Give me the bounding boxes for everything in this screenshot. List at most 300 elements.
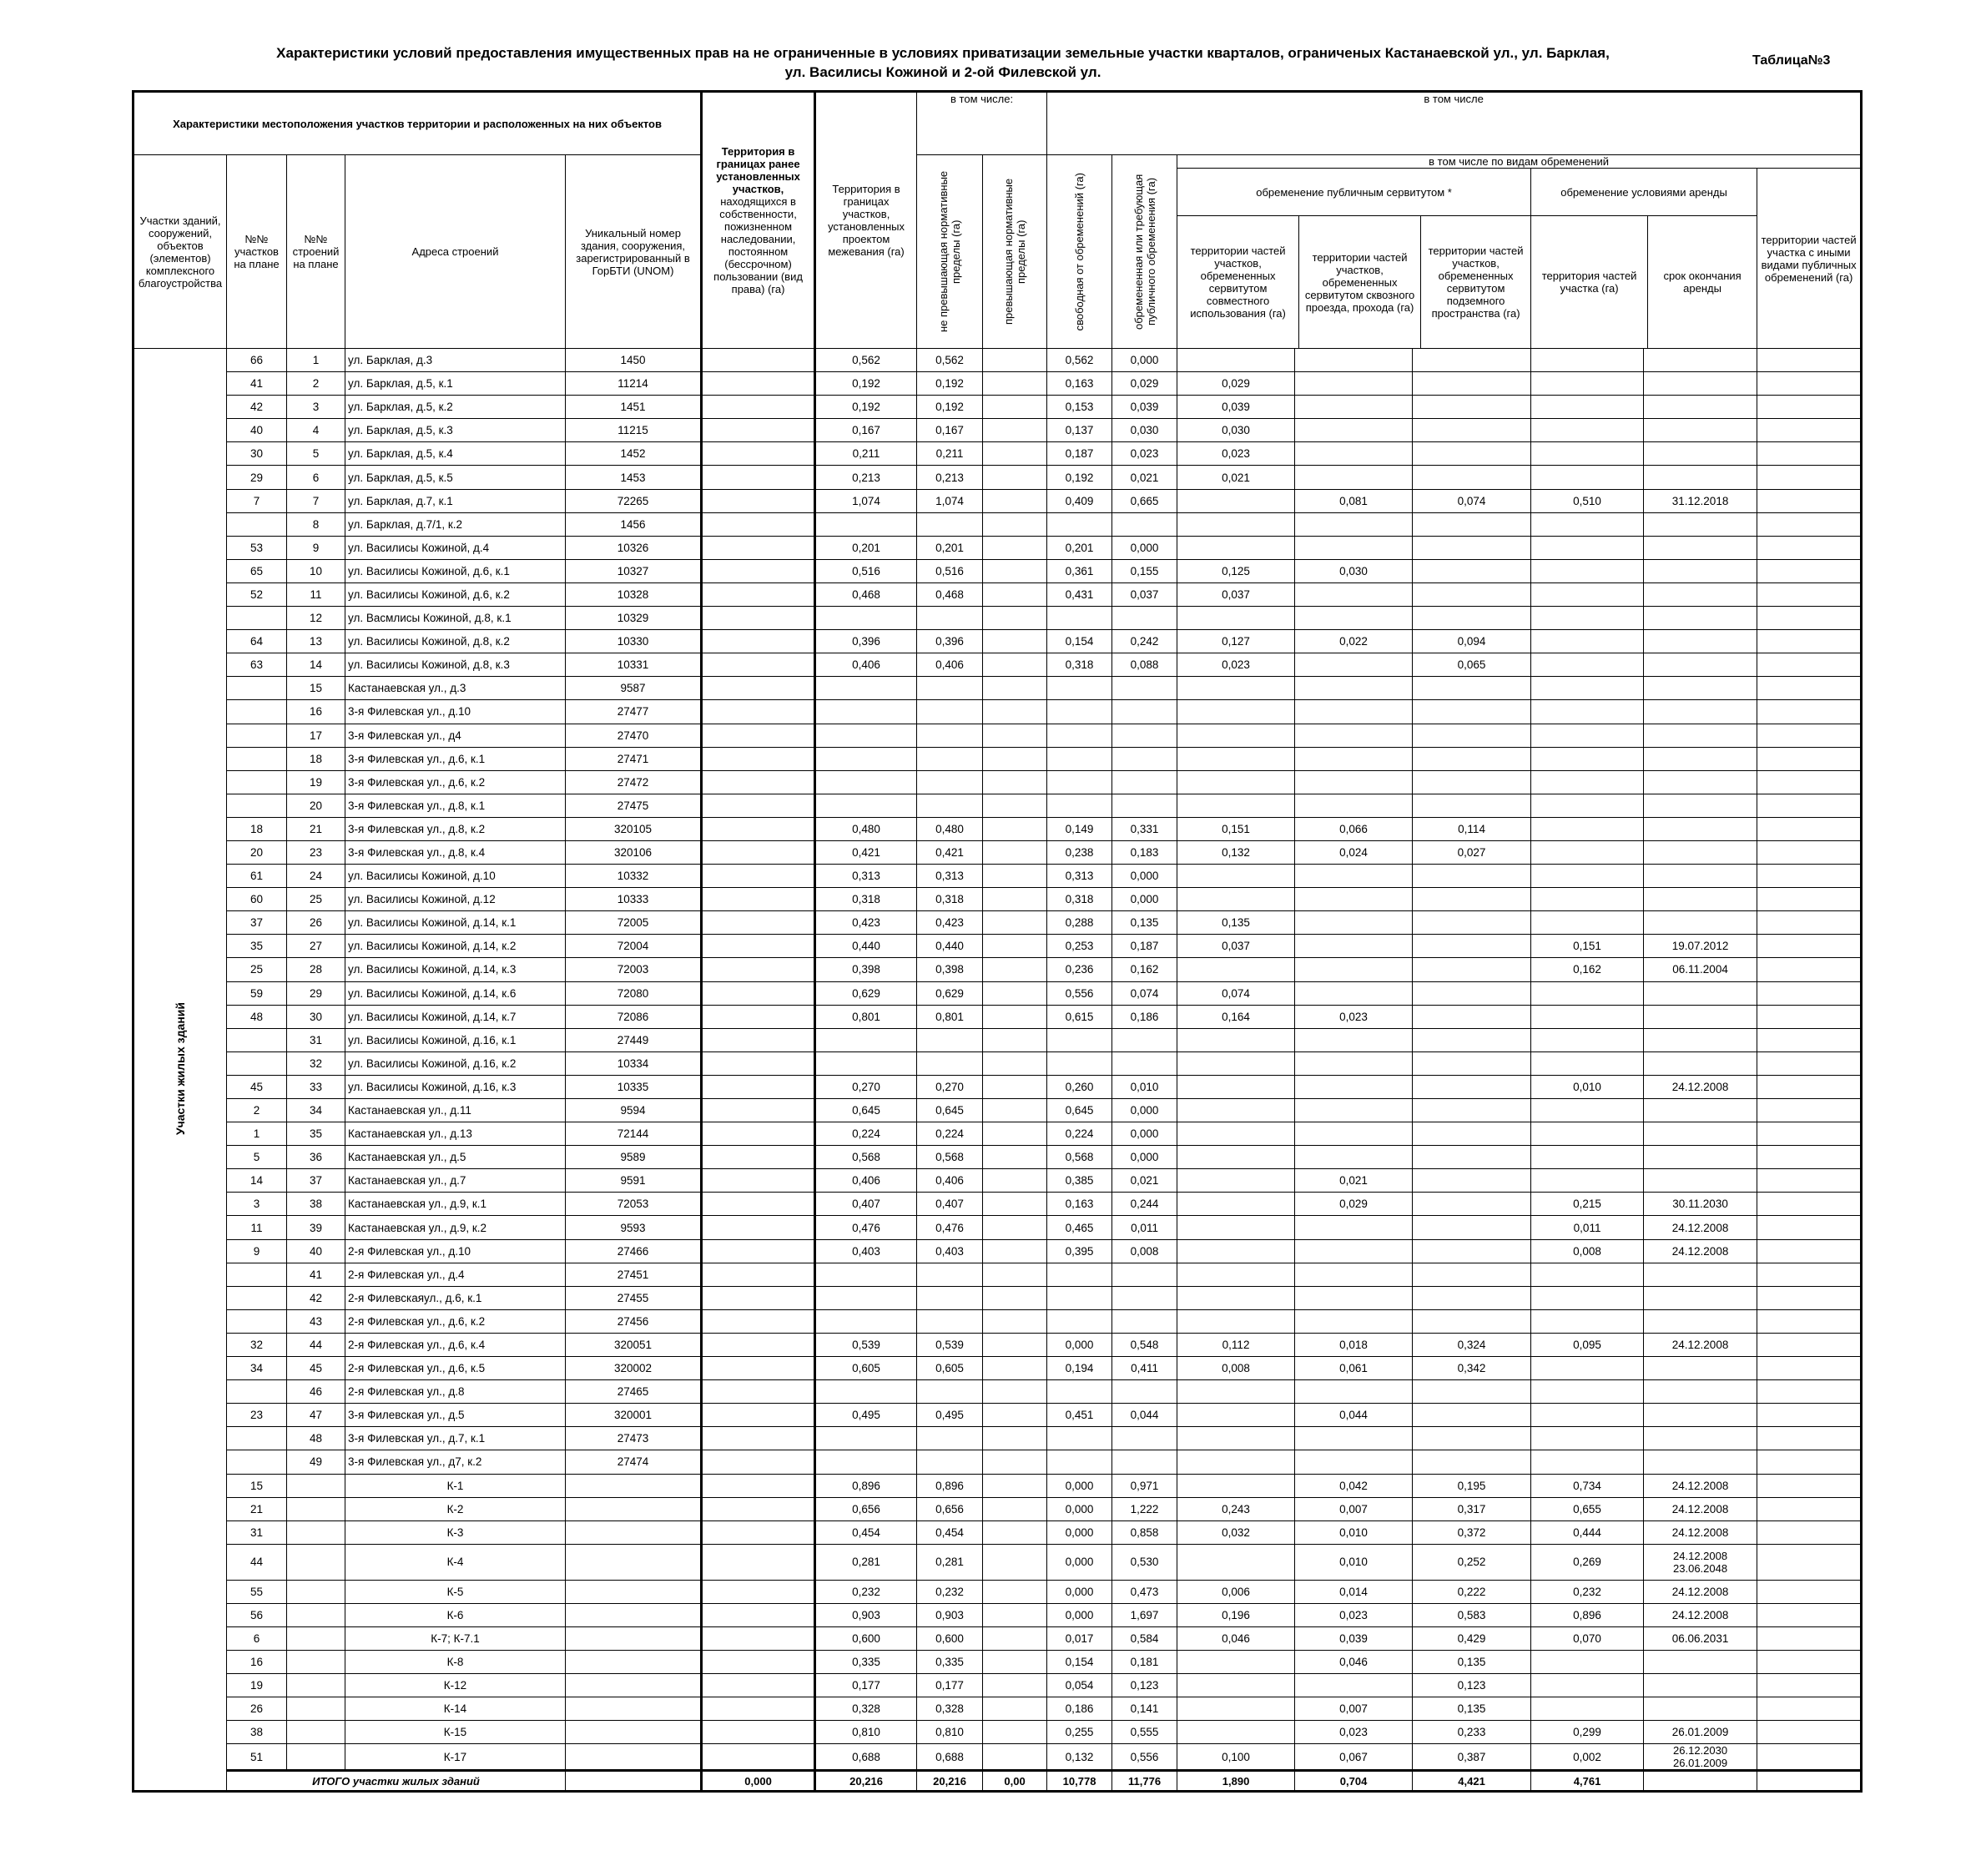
cell-not-exceed: 0,192 [917, 396, 983, 419]
cell-prior-area [702, 630, 815, 653]
cell-other [1757, 1146, 1862, 1169]
cell-unom [566, 1497, 702, 1520]
cell-serv-joint: 0,021 [1177, 466, 1295, 489]
cell-serv-joint [1177, 1051, 1295, 1075]
cell-prior-area [702, 1028, 815, 1051]
cell-lease-area [1531, 1051, 1644, 1075]
cell-building-no: 2 [287, 372, 345, 396]
cell-serv-pass: 0,039 [1295, 1626, 1413, 1650]
cell-free: 0,000 [1047, 1544, 1112, 1580]
cell-survey-area: 0,421 [815, 840, 917, 864]
cell-lease-end [1644, 865, 1757, 888]
cell-prior-area [702, 817, 815, 840]
cell-address: К-12 [345, 1674, 566, 1697]
cell-address: Кастанаевская ул., д.9, к.1 [345, 1193, 566, 1216]
table-row [134, 630, 1862, 653]
cell-survey-area: 0,810 [815, 1721, 917, 1744]
cell-free: 0,132 [1047, 1744, 1112, 1771]
cell-encumbered: 0,186 [1112, 1005, 1177, 1028]
cell-free: 0,288 [1047, 911, 1112, 935]
cell-building-no: 46 [287, 1380, 345, 1404]
cell-other [1757, 1239, 1862, 1263]
cell-building-no: 45 [287, 1357, 345, 1380]
cell-serv-joint [1177, 700, 1295, 724]
cell-exceed [983, 888, 1047, 911]
cell-plot-no: 32 [227, 1333, 287, 1356]
table-row [134, 794, 1862, 817]
cell-survey-area: 0,201 [815, 536, 917, 559]
cell-other [1757, 607, 1862, 630]
table-row [134, 489, 1862, 512]
cell-exceed [983, 442, 1047, 466]
cell-encumbered: 0,000 [1112, 349, 1177, 372]
cell-not-exceed: 0,328 [917, 1697, 983, 1721]
cell-serv-under [1413, 1146, 1531, 1169]
cell-lease-area [1531, 536, 1644, 559]
cell-survey-area [815, 607, 917, 630]
cell-lease-area [1531, 1674, 1644, 1697]
cell-serv-joint: 0,135 [1177, 911, 1295, 935]
table-row [134, 536, 1862, 559]
cell-prior-area [702, 1450, 815, 1474]
header-serv-joint: территории частей участков, обремененных сервитутом совместного использования (га) [1177, 216, 1299, 348]
cell-survey-area [815, 1051, 917, 1075]
cell-serv-pass: 0,023 [1295, 1721, 1413, 1744]
cell-survey-area: 0,313 [815, 865, 917, 888]
cell-address: К-1 [345, 1474, 566, 1497]
cell-serv-joint: 0,006 [1177, 1580, 1295, 1603]
header-group-lease [1531, 169, 1757, 349]
cell-serv-pass: 0,081 [1295, 489, 1413, 512]
cell-serv-under [1413, 1051, 1531, 1075]
cell-serv-under: 0,583 [1413, 1603, 1531, 1626]
cell-serv-joint [1177, 1427, 1295, 1450]
cell-plot-no [227, 700, 287, 724]
cell-serv-under [1413, 794, 1531, 817]
cell-encumbered: 0,548 [1112, 1333, 1177, 1356]
cell-serv-under: 0,135 [1413, 1697, 1531, 1721]
cell-exceed [983, 911, 1047, 935]
cell-serv-joint [1177, 1286, 1295, 1309]
cell-building-no: 17 [287, 724, 345, 747]
cell-encumbered [1112, 512, 1177, 536]
table-row [134, 1286, 1862, 1309]
cell-other [1757, 1263, 1862, 1286]
cell-unom: 11215 [566, 419, 702, 442]
cell-unom [566, 1520, 702, 1544]
cell-not-exceed: 0,810 [917, 1721, 983, 1744]
cell-lease-area [1531, 1263, 1644, 1286]
cell-serv-under: 0,094 [1413, 630, 1531, 653]
cell-prior-area [702, 747, 815, 770]
cell-plot-no [227, 1427, 287, 1450]
cell-serv-joint: 0,196 [1177, 1603, 1295, 1626]
cell-prior-area [702, 865, 815, 888]
cell-serv-under [1413, 1193, 1531, 1216]
cell-plot-no: 45 [227, 1075, 287, 1098]
cell-serv-pass: 0,061 [1295, 1357, 1413, 1380]
cell-unom: 320001 [566, 1404, 702, 1427]
cell-address: ул. Барклая, д.5, к.4 [345, 442, 566, 466]
cell-serv-joint [1177, 1697, 1295, 1721]
cell-lease-area [1531, 747, 1644, 770]
cell-survey-area: 0,398 [815, 958, 917, 981]
cell-serv-under [1413, 1099, 1531, 1122]
table-row [134, 1520, 1862, 1544]
cell-address: ул. Василисы Кожиной, д.10 [345, 865, 566, 888]
cell-building-no: 25 [287, 888, 345, 911]
cell-unom [566, 1603, 702, 1626]
cell-lease-end [1644, 1404, 1757, 1427]
cell-free: 0,000 [1047, 1520, 1112, 1544]
cell-free: 0,224 [1047, 1122, 1112, 1146]
cell-exceed [983, 1497, 1047, 1520]
cell-survey-area [815, 1028, 917, 1051]
cell-serv-pass: 0,023 [1295, 1603, 1413, 1626]
cell-encumbered: 0,039 [1112, 396, 1177, 419]
cell-lease-area: 0,655 [1531, 1497, 1644, 1520]
cell-prior-area [702, 1333, 815, 1356]
cell-building-no: 12 [287, 607, 345, 630]
cell-lease-area: 0,734 [1531, 1474, 1644, 1497]
cell-encumbered [1112, 1263, 1177, 1286]
cell-unom: 11214 [566, 372, 702, 396]
cell-serv-joint: 0,037 [1177, 582, 1295, 606]
cell-lease-end [1644, 1005, 1757, 1028]
cell-exceed [983, 724, 1047, 747]
cell-serv-joint: 0,100 [1177, 1744, 1295, 1771]
cell-lease-area: 0,010 [1531, 1075, 1644, 1098]
cell-building-no [287, 1544, 345, 1580]
cell-not-exceed: 0,403 [917, 1239, 983, 1263]
cell-exceed [983, 1075, 1047, 1098]
cell-serv-pass: 0,044 [1295, 1404, 1413, 1427]
cell-lease-end [1644, 419, 1757, 442]
cell-lease-end: 06.11.2004 [1644, 958, 1757, 981]
cell-serv-joint [1177, 1651, 1295, 1674]
cell-address: ул. Барклая, д.5, к.2 [345, 396, 566, 419]
cell-address: 3-я Филевская ул., д.6, к.1 [345, 747, 566, 770]
table-row [134, 1075, 1862, 1098]
table-row [134, 865, 1862, 888]
cell-unom: 1456 [566, 512, 702, 536]
cell-serv-under [1413, 607, 1531, 630]
cell-not-exceed [917, 1051, 983, 1075]
cell-unom: 27465 [566, 1380, 702, 1404]
cell-serv-under [1413, 512, 1531, 536]
cell-free: 0,255 [1047, 1721, 1112, 1744]
cell-serv-pass [1295, 536, 1413, 559]
table-row [134, 770, 1862, 794]
cell-other [1757, 700, 1862, 724]
cell-lease-end: 24.12.2008 [1644, 1075, 1757, 1098]
cell-not-exceed: 0,629 [917, 981, 983, 1005]
cell-exceed [983, 1099, 1047, 1122]
cell-serv-joint [1177, 1075, 1295, 1098]
cell-other [1757, 1544, 1862, 1580]
table-row [134, 419, 1862, 442]
cell-lease-area [1531, 700, 1644, 724]
cell-address: ул. Василисы Кожиной, д.8, к.3 [345, 653, 566, 677]
table-row [134, 466, 1862, 489]
cell-address: Кастанаевская ул., д.13 [345, 1122, 566, 1146]
cell-other [1757, 419, 1862, 442]
total-cell [1644, 1771, 1757, 1792]
cell-lease-end [1644, 724, 1757, 747]
cell-building-no [287, 1651, 345, 1674]
cell-serv-pass [1295, 607, 1413, 630]
cell-survey-area [815, 747, 917, 770]
cell-exceed [983, 1309, 1047, 1333]
cell-unom: 27451 [566, 1263, 702, 1286]
header-encumbered-text: обремененная или требующая публичного обременения (га) [1132, 174, 1157, 330]
cell-serv-pass [1295, 865, 1413, 888]
cell-building-no: 47 [287, 1404, 345, 1427]
cell-exceed [983, 1122, 1047, 1146]
cell-serv-pass: 0,046 [1295, 1651, 1413, 1674]
cell-plot-no: 60 [227, 888, 287, 911]
cell-lease-area [1531, 396, 1644, 419]
cell-address: ул. Василисы Кожиной, д.14, к.7 [345, 1005, 566, 1028]
cell-address: К-5 [345, 1580, 566, 1603]
total-cell: 0,000 [702, 1771, 815, 1792]
cell-other [1757, 911, 1862, 935]
cell-free: 0,361 [1047, 559, 1112, 582]
cell-unom: 1451 [566, 396, 702, 419]
cell-exceed [983, 958, 1047, 981]
cell-unom: 27449 [566, 1028, 702, 1051]
cell-plot-no: 18 [227, 817, 287, 840]
cell-free [1047, 607, 1112, 630]
cell-other [1757, 442, 1862, 466]
cell-exceed [983, 1028, 1047, 1051]
cell-survey-area: 0,396 [815, 630, 917, 653]
cell-plot-no: 15 [227, 1474, 287, 1497]
cell-prior-area [702, 1744, 815, 1771]
cell-building-no: 4 [287, 419, 345, 442]
cell-prior-area [702, 536, 815, 559]
cell-free: 0,238 [1047, 840, 1112, 864]
header-serv-pass: территории частей участков, обремененных сервитутом сквозного проезда, прохода (га) [1299, 216, 1421, 348]
cell-exceed [983, 817, 1047, 840]
cell-survey-area: 0,335 [815, 1651, 917, 1674]
cell-encumbered: 0,000 [1112, 1099, 1177, 1122]
cell-other [1757, 1626, 1862, 1650]
cell-survey-area: 0,568 [815, 1146, 917, 1169]
cell-serv-under [1413, 442, 1531, 466]
cell-survey-area: 0,516 [815, 559, 917, 582]
cell-address: 3-я Филевская ул., д.8, к.2 [345, 817, 566, 840]
cell-serv-joint [1177, 1674, 1295, 1697]
cell-plot-no [227, 724, 287, 747]
cell-survey-area: 0,328 [815, 1697, 917, 1721]
cell-building-no [287, 1474, 345, 1497]
cell-serv-under [1413, 419, 1531, 442]
cell-building-no: 49 [287, 1450, 345, 1474]
cell-exceed [983, 1651, 1047, 1674]
cell-address: ул. Барклая, д.3 [345, 349, 566, 372]
table-row [134, 372, 1862, 396]
cell-exceed [983, 559, 1047, 582]
header-free-text: свободная от обременений (га) [1073, 172, 1086, 331]
cell-lease-area [1531, 1286, 1644, 1309]
cell-lease-end [1644, 349, 1757, 372]
cell-serv-joint [1177, 747, 1295, 770]
cell-serv-pass: 0,014 [1295, 1580, 1413, 1603]
cell-not-exceed: 0,605 [917, 1357, 983, 1380]
cell-serv-pass: 0,042 [1295, 1474, 1413, 1497]
cell-building-no: 21 [287, 817, 345, 840]
cell-serv-pass: 0,030 [1295, 559, 1413, 582]
cell-plot-no: 7 [227, 489, 287, 512]
cell-prior-area [702, 1263, 815, 1286]
cell-encumbered: 0,000 [1112, 888, 1177, 911]
table-row [134, 958, 1862, 981]
table-row [134, 981, 1862, 1005]
cell-survey-area: 0,539 [815, 1333, 917, 1356]
cell-free [1047, 1286, 1112, 1309]
cell-free: 0,556 [1047, 981, 1112, 1005]
cell-lease-end [1644, 1263, 1757, 1286]
cell-unom: 27455 [566, 1286, 702, 1309]
cell-serv-under [1413, 888, 1531, 911]
cell-unom: 10332 [566, 865, 702, 888]
cell-exceed [983, 677, 1047, 700]
cell-encumbered: 0,123 [1112, 1674, 1177, 1697]
cell-unom: 9594 [566, 1099, 702, 1122]
cell-building-no: 23 [287, 840, 345, 864]
cell-lease-end [1644, 1169, 1757, 1193]
cell-plot-no [227, 677, 287, 700]
header-prior-rights-bold: Территория в границах ранее установленных участков, [716, 145, 800, 195]
cell-other [1757, 1603, 1862, 1626]
cell-lease-area: 0,070 [1531, 1626, 1644, 1650]
cell-plot-no: 1 [227, 1122, 287, 1146]
cell-address: 2-я Филевскаяул., д.6, к.1 [345, 1286, 566, 1309]
cell-not-exceed: 0,480 [917, 817, 983, 840]
cell-address: ул. Василисы Кожиной, д.4 [345, 536, 566, 559]
cell-lease-end: 19.07.2012 [1644, 935, 1757, 958]
cell-serv-joint [1177, 865, 1295, 888]
header-group-servitude-text: обременение публичным сервитутом * [1256, 185, 1452, 199]
cell-exceed [983, 1626, 1047, 1650]
cell-survey-area: 0,468 [815, 582, 917, 606]
table-row [134, 840, 1862, 864]
cell-survey-area: 0,896 [815, 1474, 917, 1497]
cell-building-no [287, 1744, 345, 1771]
cell-exceed [983, 1263, 1047, 1286]
cell-serv-under [1413, 747, 1531, 770]
table-row [134, 747, 1862, 770]
cell-serv-pass [1295, 724, 1413, 747]
table-row [134, 677, 1862, 700]
cell-serv-joint: 0,164 [1177, 1005, 1295, 1028]
cell-lease-area [1531, 1427, 1644, 1450]
cell-lease-area [1531, 724, 1644, 747]
cell-survey-area [815, 512, 917, 536]
cell-lease-area [1531, 1028, 1644, 1051]
cell-lease-end: 24.12.2008 [1644, 1603, 1757, 1626]
cell-exceed [983, 1216, 1047, 1239]
header-serv-under: территории частей участков, обремененных сервитутом подземного пространства (га) [1428, 245, 1524, 320]
cell-lease-area: 0,002 [1531, 1744, 1644, 1771]
cell-serv-under: 0,123 [1413, 1674, 1531, 1697]
cell-not-exceed: 0,468 [917, 582, 983, 606]
cell-exceed [983, 1697, 1047, 1721]
cell-address: Кастанаевская ул., д.5 [345, 1146, 566, 1169]
cell-serv-under [1413, 677, 1531, 700]
cell-serv-joint [1177, 888, 1295, 911]
cell-free [1047, 1380, 1112, 1404]
cell-serv-joint [1177, 1380, 1295, 1404]
cell-address: ул. Василисы Кожиной, д.16, к.1 [345, 1028, 566, 1051]
cell-serv-under [1413, 1005, 1531, 1028]
cell-address: ул. Барклая, д.5, к.1 [345, 372, 566, 396]
total-row [134, 1771, 1862, 1792]
cell-serv-pass: 0,010 [1295, 1544, 1413, 1580]
cell-lease-end [1644, 607, 1757, 630]
cell-address: К-3 [345, 1520, 566, 1544]
document-title [192, 43, 1694, 82]
cell-lease-area [1531, 442, 1644, 466]
cell-lease-area [1531, 1651, 1644, 1674]
cell-other [1757, 1744, 1862, 1771]
cell-not-exceed: 0,440 [917, 935, 983, 958]
cell-plot-no: 16 [227, 1651, 287, 1674]
cell-exceed [983, 372, 1047, 396]
cell-serv-under [1413, 865, 1531, 888]
cell-unom: 9591 [566, 1169, 702, 1193]
cell-lease-end: 24.12.2008 [1644, 1580, 1757, 1603]
cell-plot-no: 65 [227, 559, 287, 582]
cell-lease-end [1644, 653, 1757, 677]
cell-plot-no: 34 [227, 1357, 287, 1380]
cell-encumbered [1112, 724, 1177, 747]
cell-unom: 320051 [566, 1333, 702, 1356]
cell-address: 2-я Филевская ул., д.8 [345, 1380, 566, 1404]
cell-exceed [983, 865, 1047, 888]
cell-lease-end: 26.12.2030 26.01.2009 [1644, 1744, 1757, 1771]
cell-free: 0,318 [1047, 653, 1112, 677]
cell-plot-no: 64 [227, 630, 287, 653]
cell-not-exceed [917, 724, 983, 747]
cell-plot-no: 5 [227, 1146, 287, 1169]
header-address: Адреса строений [345, 155, 566, 349]
cell-exceed [983, 1193, 1047, 1216]
cell-exceed [983, 1333, 1047, 1356]
cell-lease-end [1644, 466, 1757, 489]
table-row [134, 1333, 1862, 1356]
cell-lease-end: 24.12.2008 [1644, 1239, 1757, 1263]
cell-free: 0,187 [1047, 442, 1112, 466]
cell-lease-area [1531, 840, 1644, 864]
total-cell: 1,890 [1177, 1771, 1295, 1792]
header-unom: Уникальный номер здания, сооружения, зарегистрированный в ГорБТИ (UNOM) [566, 155, 702, 349]
cell-survey-area: 0,476 [815, 1216, 917, 1239]
header-other: территории частей участка с иными видами публичных обременений (га) [1757, 169, 1862, 349]
cell-prior-area [702, 700, 815, 724]
cell-encumbered: 0,037 [1112, 582, 1177, 606]
cell-lease-end [1644, 1427, 1757, 1450]
cell-plot-no: 14 [227, 1169, 287, 1193]
cell-serv-under: 0,233 [1413, 1721, 1531, 1744]
cell-serv-pass [1295, 442, 1413, 466]
cell-other [1757, 653, 1862, 677]
cell-free: 0,149 [1047, 817, 1112, 840]
cell-serv-under [1413, 1239, 1531, 1263]
cell-unom: 10327 [566, 559, 702, 582]
cell-not-exceed: 0,539 [917, 1333, 983, 1356]
